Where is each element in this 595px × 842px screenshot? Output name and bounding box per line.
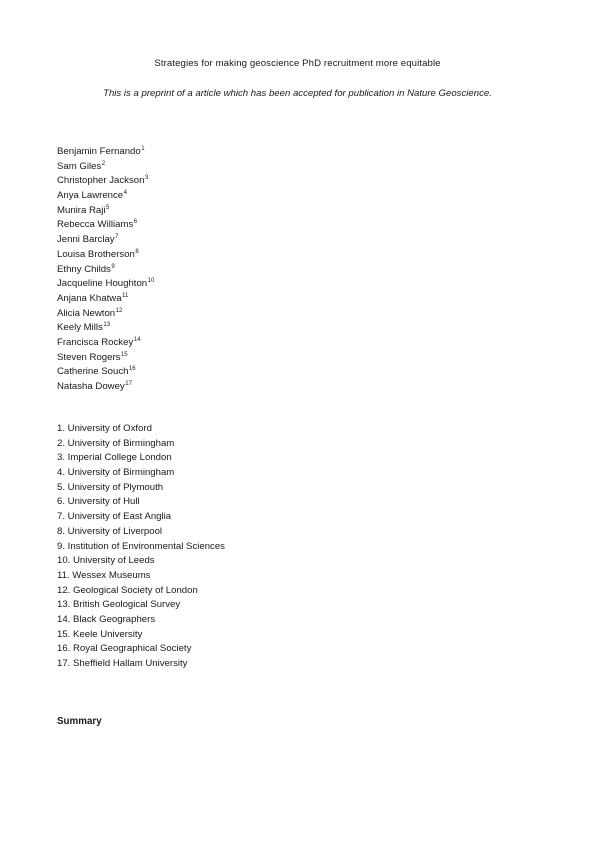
affiliation-item: 16. Royal Geographical Society bbox=[57, 643, 192, 655]
author-name: Natasha Dowey bbox=[57, 381, 125, 392]
author-affiliation-marker: 15 bbox=[120, 351, 128, 358]
author-name: Keely Mills bbox=[57, 322, 103, 334]
author-name: Catherine Souch bbox=[57, 366, 129, 378]
author-item bbox=[57, 351, 154, 366]
author-name: Anya Lawrence bbox=[57, 190, 124, 202]
affiliation-item: 1. University of Oxford bbox=[57, 423, 152, 434]
author-name: Ethny Childs bbox=[57, 263, 111, 275]
author-affiliation-marker: 8 bbox=[135, 248, 139, 255]
author-item bbox=[57, 292, 154, 307]
author-affiliation-marker: 2 bbox=[101, 160, 106, 167]
author-name: Munira Raji bbox=[57, 204, 106, 216]
author-affiliation-marker: 4 bbox=[123, 190, 127, 197]
author-affiliation-marker: 10 bbox=[147, 278, 155, 285]
affiliation-item: 15. Keele University bbox=[57, 628, 143, 640]
affiliation-item: 11. Wessex Museums bbox=[57, 569, 151, 581]
author-name: Francisca Rockey bbox=[57, 336, 134, 348]
affiliation-item: 7. University of East Anglia bbox=[57, 511, 172, 523]
author-affiliation-marker: 13 bbox=[103, 322, 111, 329]
author-item bbox=[57, 248, 154, 263]
author-affiliation-marker: 14 bbox=[133, 336, 141, 343]
author-item bbox=[57, 189, 154, 204]
author-affiliation-marker: 5 bbox=[106, 204, 110, 211]
author-affiliation-marker: 17 bbox=[125, 381, 132, 387]
preprint-note: This is a preprint of a article which has been accepted for publication in Nature Geoscience. bbox=[103, 88, 492, 99]
author-affiliation-marker: 9 bbox=[111, 263, 115, 270]
affiliation-item: 8. University of Liverpool bbox=[57, 525, 163, 537]
affiliation-item: 14. Black Geographers bbox=[57, 613, 156, 625]
author-item bbox=[57, 277, 154, 292]
affiliation-item: 9. Institution of Environmental Sciences bbox=[57, 540, 225, 552]
author-name: Louisa Brotherson bbox=[57, 248, 135, 260]
affiliation-item: 17. Sheffield Hallam University bbox=[57, 658, 188, 669]
author-name: Benjamin Fernando bbox=[57, 146, 141, 157]
author-affiliation-marker: 7 bbox=[115, 234, 119, 241]
author-name: Jenni Barclay bbox=[57, 234, 115, 246]
author-affiliation-marker: 16 bbox=[128, 366, 136, 373]
affiliation-item: 3. Imperial College London bbox=[57, 452, 172, 464]
author-affiliation-marker: 6 bbox=[133, 219, 138, 226]
author-item bbox=[57, 263, 154, 278]
author-item bbox=[57, 365, 154, 380]
author-name: Jacqueline Houghton bbox=[57, 278, 148, 290]
paper-title: Strategies for making geoscience PhD recruitment more equitable bbox=[154, 58, 441, 69]
author-item bbox=[57, 174, 154, 189]
author-affiliation-marker: 1 bbox=[141, 146, 145, 152]
affiliation-item: 2. University of Birmingham bbox=[57, 437, 175, 449]
affiliation-item: 13. British Geological Survey bbox=[57, 599, 181, 611]
author-affiliation-marker: 3 bbox=[144, 175, 149, 182]
author-item bbox=[57, 218, 154, 233]
author-name: Anjana Khatwa bbox=[57, 292, 122, 304]
author-affiliation-marker: 12 bbox=[115, 307, 123, 314]
author-item bbox=[57, 233, 154, 248]
affiliation-item: 6. University of Hull bbox=[57, 496, 140, 508]
summary-heading: Summary bbox=[57, 716, 102, 727]
author-name: Rebecca Williams bbox=[57, 219, 134, 231]
author-name: Sam Giles bbox=[57, 160, 102, 172]
author-item bbox=[57, 321, 154, 336]
author-name: Steven Rogers bbox=[57, 351, 121, 363]
author-item bbox=[57, 380, 154, 395]
affiliation-item: 4. University of Birmingham bbox=[57, 467, 175, 479]
author-name: Alicia Newton bbox=[57, 307, 116, 319]
affiliation-item: 10. University of Leeds bbox=[57, 555, 155, 567]
author-list bbox=[57, 145, 154, 395]
author-item bbox=[57, 160, 154, 175]
author-name: Christopher Jackson bbox=[57, 175, 145, 187]
author-item bbox=[57, 336, 154, 351]
author-item bbox=[57, 307, 154, 322]
author-item bbox=[57, 145, 154, 160]
author-item bbox=[57, 204, 154, 219]
affiliation-item: 12. Geological Society of London bbox=[57, 584, 198, 596]
affiliation-list bbox=[57, 422, 225, 672]
affiliation-item: 5. University of Plymouth bbox=[57, 481, 164, 493]
author-affiliation-marker: 11 bbox=[122, 292, 129, 299]
